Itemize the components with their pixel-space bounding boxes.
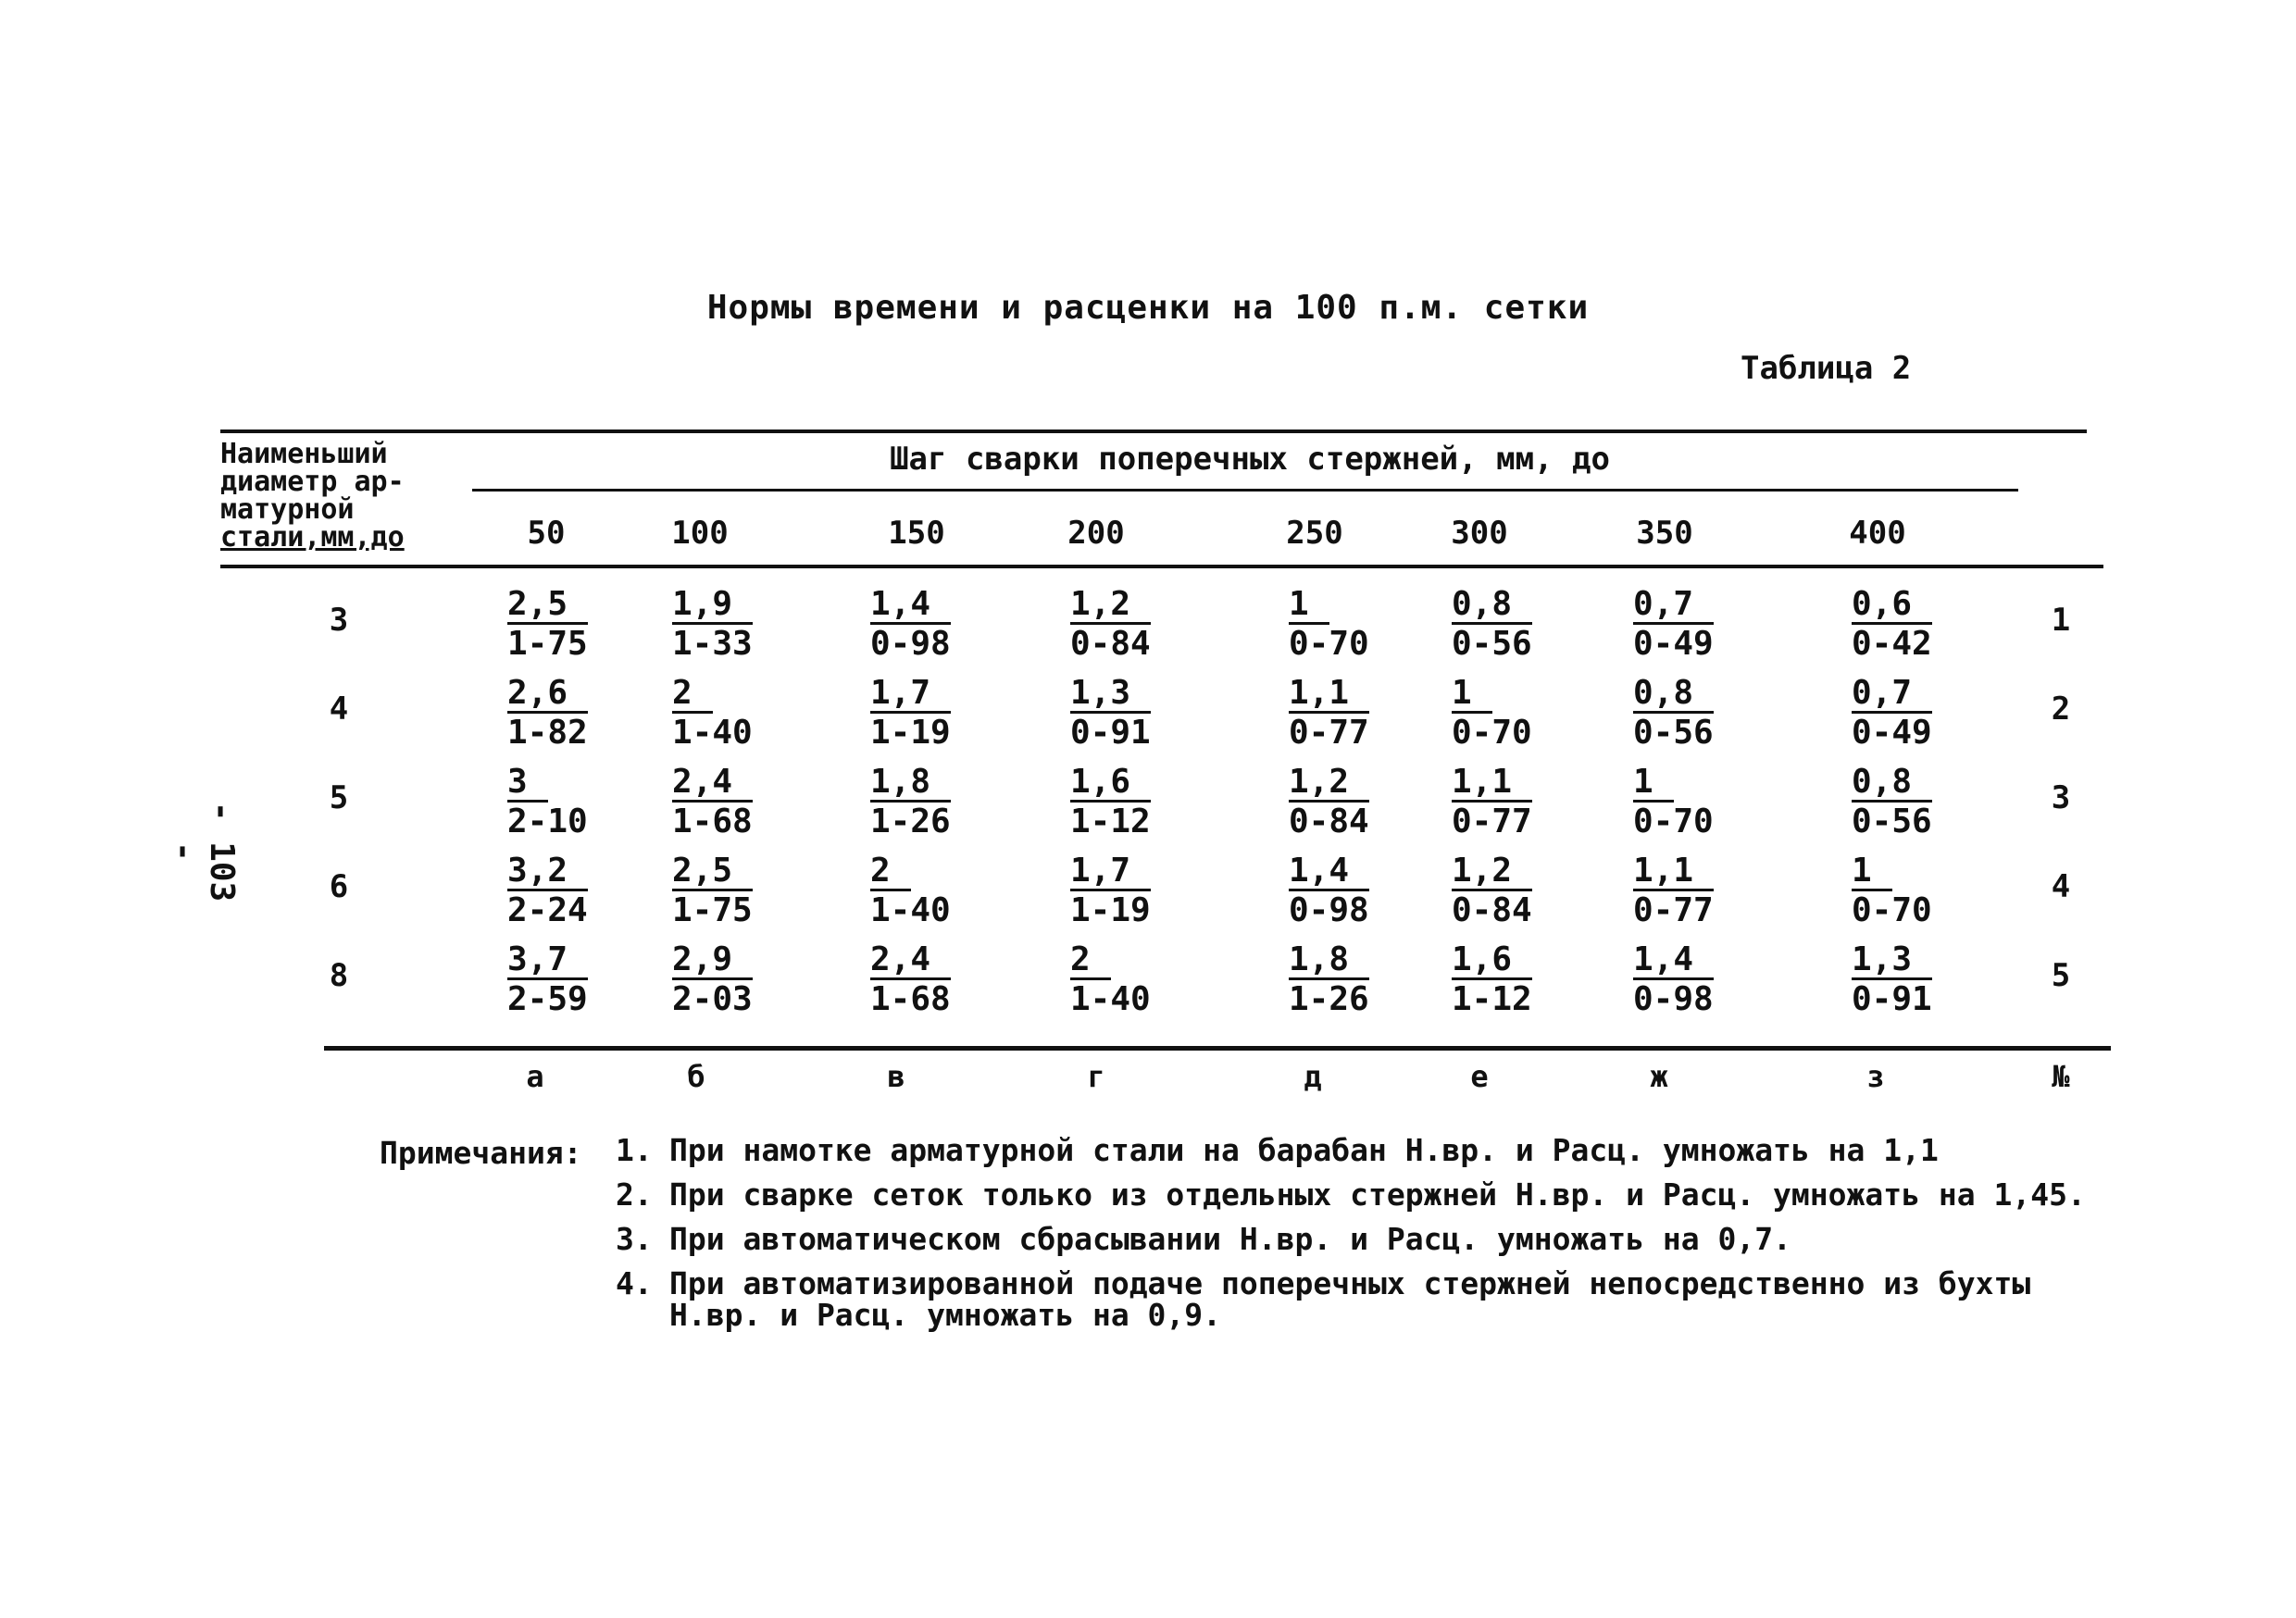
table-cell [1633,676,1818,753]
table-cell [1633,765,1818,841]
table-cell [672,676,857,753]
column-header: 150 [888,515,945,552]
table-cell [1852,765,2037,841]
table-cell [507,853,693,930]
norm-value: 0,6 [1852,587,1932,625]
column-letter: д [1304,1059,1322,1094]
table-cell [1070,587,1255,664]
page-title: Нормы времени и расценки на 100 п.м. сетки [706,289,1590,327]
norm-value: 1,3 [1070,676,1151,714]
table-cell [507,587,693,664]
note-item [616,1265,2115,1333]
span-header-rule [472,489,2018,492]
norm-value: 1,9 [672,587,753,625]
corner-header [220,438,461,554]
norm-value: 0,7 [1633,587,1714,625]
norm-value: 2 [1070,942,1111,980]
price-value: 1-68 [870,980,951,1018]
note-number: 2. [616,1176,653,1213]
norm-value: 0,8 [1633,676,1714,714]
table-cell [1852,942,2037,1019]
price-value: 0-56 [1452,625,1532,663]
note-text: При автоматизированной подаче поперечных стержней непосредственно из бухты Н.вр. и Расц. умножать на 0,9. [669,1265,2031,1333]
norm-value: 3,7 [507,942,588,980]
note-number: 4. [616,1265,653,1301]
table-cell [672,765,857,841]
norm-value: 1,1 [1633,853,1714,891]
norm-value: 1,2 [1452,853,1532,891]
price-value: 0-84 [1070,625,1151,663]
norm-value: 1,8 [870,765,951,803]
price-value: 0-98 [1633,980,1714,1018]
norm-value: 1,4 [1633,942,1714,980]
norm-value: 1,6 [1070,765,1151,803]
norm-value: 1,6 [1452,942,1532,980]
table-cell [507,676,693,753]
column-letter: б [687,1059,705,1094]
column-letter: г [1087,1059,1105,1094]
table-cell [1289,676,1474,753]
side-page-number: - 103 - [165,801,241,902]
price-value: 0-98 [870,625,951,663]
column-header: 300 [1451,515,1508,552]
row-number: 3 [2051,779,2071,816]
price-value: 2-03 [672,980,753,1018]
table-cell [1289,942,1474,1019]
column-header: 400 [1849,515,1906,552]
norm-value: 3,2 [507,853,588,891]
norm-value: 2,9 [672,942,753,980]
norm-value: 2,5 [672,853,753,891]
price-value: 1-75 [672,891,753,929]
row-number: 2 [2051,691,2071,728]
row-number: 4 [2051,868,2071,905]
table-cell [1852,676,2037,753]
corner-line: матурной [220,493,355,526]
table-cell [870,676,1055,753]
norm-value: 1 [1289,587,1329,625]
number-sign: № [2052,1059,2070,1094]
price-value: 0-91 [1070,714,1151,752]
price-value: 0-91 [1852,980,1932,1018]
price-value: 0-70 [1633,803,1714,840]
table-cell [1289,587,1474,664]
norm-value: 1,1 [1289,676,1369,714]
norm-value: 1,1 [1452,765,1532,803]
price-value: 0-70 [1289,625,1369,663]
table-cell [1452,853,1637,930]
notes-heading: Примечания: [380,1135,582,1171]
norm-value: 0,7 [1852,676,1932,714]
table-cell [1070,765,1255,841]
table-cell [1852,853,2037,930]
span-header: Шаг сварки поперечных стержней, мм, до [890,441,1610,478]
price-value: 2-24 [507,891,588,929]
price-value: 0-77 [1633,891,1714,929]
table-cell [672,942,857,1019]
price-value: 2-10 [507,803,588,840]
note-text: При намотке арматурной стали на барабан Н.вр. и Расц. умножать на 1,1 [669,1132,1939,1168]
price-value: 1-19 [1070,891,1151,929]
table-label: Таблица 2 [1741,350,1912,387]
table-cell [1633,853,1818,930]
norm-value: 2 [870,853,911,891]
price-value: 1-26 [870,803,951,840]
column-header: 250 [1286,515,1343,552]
price-value: 1-40 [1070,980,1151,1018]
norm-value: 1,7 [1070,853,1151,891]
price-value: 0-42 [1852,625,1932,663]
table-cell [870,587,1055,664]
price-value: 0-98 [1289,891,1369,929]
table-cell [870,853,1055,930]
norm-value: 1,4 [1289,853,1369,891]
diameter-label: 6 [329,868,349,905]
table-cell [1633,587,1818,664]
note-number: 1. [616,1132,653,1168]
price-value: 1-12 [1070,803,1151,840]
norm-value: 0,8 [1452,587,1532,625]
price-value: 0-84 [1452,891,1532,929]
corner-line: Наименьший [220,438,388,470]
norm-value: 1 [1452,676,1492,714]
price-value: 1-40 [672,714,753,752]
header-bottom-rule [220,565,2103,568]
diameter-label: 4 [329,691,349,728]
norm-value: 0,8 [1852,765,1932,803]
note-item [616,1176,2115,1213]
table-cell [1452,676,1637,753]
column-letter: а [526,1059,544,1094]
price-value: 0-77 [1452,803,1532,840]
column-header: 100 [671,515,729,552]
price-value: 1-19 [870,714,951,752]
norm-value: 1 [1852,853,1892,891]
corner-line: стали,мм,до [220,521,405,554]
norm-value: 2,4 [870,942,951,980]
norm-value: 1,3 [1852,942,1932,980]
price-value: 0-70 [1452,714,1532,752]
table-top-rule [220,429,2087,433]
table-cell [1289,853,1474,930]
price-value: 0-49 [1852,714,1932,752]
note-item [616,1221,2115,1257]
norm-value: 1,8 [1289,942,1369,980]
diameter-label: 8 [329,957,349,994]
diameter-label: 3 [329,602,349,639]
price-value: 0-70 [1852,891,1932,929]
norm-value: 2,4 [672,765,753,803]
column-header: 350 [1636,515,1693,552]
note-item [616,1132,2115,1168]
price-value: 1-75 [507,625,588,663]
price-value: 1-40 [870,891,951,929]
table-cell [1289,765,1474,841]
price-value: 0-84 [1289,803,1369,840]
table-cell [1070,853,1255,930]
price-value: 0-77 [1289,714,1369,752]
price-value: 0-56 [1633,714,1714,752]
diameter-label: 5 [329,779,349,816]
norm-value: 2,5 [507,587,588,625]
note-number: 3. [616,1221,653,1257]
row-number: 1 [2051,602,2071,639]
table-cell [1070,676,1255,753]
row-number: 5 [2051,957,2071,994]
column-letter: в [887,1059,905,1094]
price-value: 1-82 [507,714,588,752]
column-header: 200 [1067,515,1125,552]
column-letter: ж [1650,1059,1668,1094]
norm-value: 1 [1633,765,1674,803]
table-cell [1852,587,2037,664]
table-cell [507,765,693,841]
norm-value: 3 [507,765,548,803]
norm-value: 1,2 [1070,587,1151,625]
price-value: 2-59 [507,980,588,1018]
column-letter: з [1866,1059,1885,1094]
price-value: 1-33 [672,625,753,663]
body-bottom-rule [324,1046,2111,1051]
price-value: 1-68 [672,803,753,840]
table-cell [672,853,857,930]
norm-value: 1,4 [870,587,951,625]
table-cell [1452,942,1637,1019]
norm-value: 1,2 [1289,765,1369,803]
table-cell [507,942,693,1019]
column-letter: е [1470,1059,1489,1094]
price-value: 1-26 [1289,980,1369,1018]
table-cell [870,765,1055,841]
norm-value: 2 [672,676,713,714]
price-value: 0-49 [1633,625,1714,663]
note-text: При сварке сеток только из отдельных стержней Н.вр. и Расц. умножать на 1,45. [669,1176,2086,1213]
column-header: 50 [527,515,566,552]
price-value: 0-56 [1852,803,1932,840]
table-cell [870,942,1055,1019]
table-cell [1452,765,1637,841]
table-cell [1452,587,1637,664]
table-cell [1070,942,1255,1019]
note-text: При автоматическом сбрасывании Н.вр. и Расц. умножать на 0,7. [669,1221,1791,1257]
price-value: 1-12 [1452,980,1532,1018]
corner-line: диаметр ар- [220,466,405,498]
norm-value: 2,6 [507,676,588,714]
table-cell [672,587,857,664]
table-cell [1633,942,1818,1019]
norm-value: 1,7 [870,676,951,714]
